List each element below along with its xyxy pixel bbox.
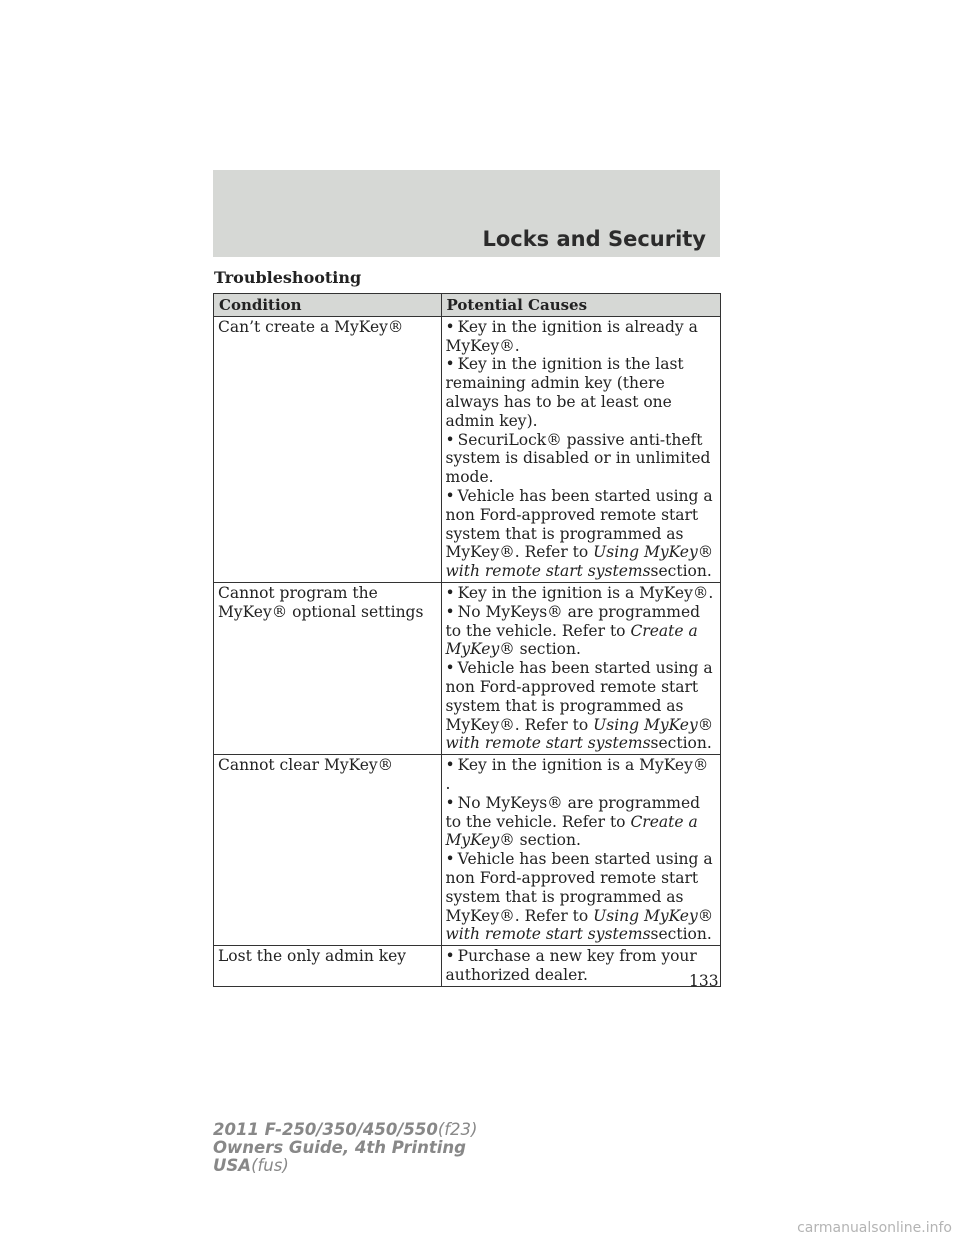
table-header-row [214, 294, 721, 317]
cross-reference: Using MyKey® with remote start systems [445, 543, 714, 581]
cause-text-after: section. [514, 640, 581, 659]
bullet-icon: • [445, 317, 455, 336]
causes-cell [441, 755, 720, 946]
footer-code: (f23) [437, 1120, 478, 1139]
cause-text: Purchase a new key from your authorized dealer. [445, 947, 697, 984]
cause-text: Vehicle has been started using a non Ford-approved remote start system that is programmed as MyKey®. Refer to [445, 659, 713, 734]
cause-text: No MyKeys® are programmed to the vehicle. Refer to [445, 602, 701, 640]
cause-item [446, 355, 716, 430]
column-header-potential-causes: Potential Causes [441, 294, 720, 317]
table-body [214, 316, 721, 986]
bullet-icon: • [445, 430, 455, 449]
section-heading: Troubleshooting [214, 268, 362, 287]
cause-item [446, 603, 716, 659]
cause-text-after: section. [650, 734, 712, 753]
column-header-condition: Condition [214, 294, 442, 317]
section-header-bar [213, 170, 720, 257]
bullet-icon: • [445, 583, 455, 602]
cause-text: Key in the ignition is a MyKey®. [457, 583, 714, 602]
cross-reference: Using MyKey® with remote start systems [445, 715, 714, 753]
bullet-icon: • [445, 355, 455, 374]
cause-text: SecuriLock® passive anti-theft system is disabled or in unlimited mode. [445, 430, 711, 487]
cause-item [446, 756, 716, 794]
footer-line-3 [213, 1157, 478, 1175]
condition-cell: Cannot program the MyKey® optional settings [214, 582, 442, 754]
footer [213, 1121, 478, 1175]
footer-line-2: Owners Guide, 4th Printing [213, 1138, 466, 1157]
cause-text: Vehicle has been started using a non Ford-approved remote start system that is programmed as MyKey®. Refer to [445, 850, 713, 925]
cause-item [446, 794, 716, 850]
footer-line-1 [213, 1121, 478, 1139]
condition-cell: Lost the only admin key [214, 946, 442, 987]
cause-item [446, 947, 716, 985]
bullet-icon: • [445, 602, 455, 621]
table-row [214, 946, 721, 987]
troubleshooting-table [213, 293, 721, 987]
cause-item [446, 584, 716, 603]
condition-cell: Cannot clear MyKey® [214, 755, 442, 946]
causes-cell [441, 582, 720, 754]
cause-text-after: section. [650, 562, 712, 581]
section-header-title: Locks and Security [482, 227, 706, 251]
cross-reference: Create a MyKey® [445, 812, 698, 850]
cause-text: Key in the ignition is the last remaining admin key (there always has to be at least one admin key). [445, 355, 684, 430]
cause-text: Key in the ignition is already a MyKey®. [445, 317, 698, 355]
cause-item [446, 850, 716, 944]
cause-text: Vehicle has been started using a non Ford-approved remote start system that is programmed as MyKey®. Refer to [445, 486, 713, 562]
bullet-icon: • [445, 850, 455, 869]
table-row [214, 316, 721, 582]
cause-item [446, 487, 716, 581]
table-row [214, 755, 721, 946]
cause-item [446, 318, 716, 356]
cause-text-after: section. [650, 925, 712, 944]
cause-text: Key in the ignition is a MyKey® . [445, 756, 709, 793]
footer-region-code: (fus) [251, 1156, 289, 1175]
bullet-icon: • [445, 947, 455, 966]
cross-reference: Create a MyKey® [445, 621, 698, 659]
cause-item [446, 431, 716, 487]
bullet-icon: • [445, 793, 455, 812]
cause-text-after: section. [514, 831, 581, 850]
causes-cell [441, 946, 720, 987]
watermark: carmanualsonline.info [797, 1220, 952, 1236]
causes-cell [441, 316, 720, 582]
bullet-icon: • [445, 756, 455, 775]
bullet-icon: • [445, 659, 455, 678]
footer-model: 2011 F-250/350/450/550 [213, 1120, 438, 1139]
cross-reference: Using MyKey® with remote start systems [445, 906, 714, 944]
condition-cell: Can’t create a MyKey® [214, 316, 442, 582]
cause-item [446, 659, 716, 753]
table-row [214, 582, 721, 754]
cause-text: No MyKeys® are programmed to the vehicle. Refer to [445, 793, 701, 831]
footer-region: USA [213, 1156, 252, 1175]
bullet-icon: • [445, 486, 455, 505]
page-number: 133 [689, 972, 719, 990]
